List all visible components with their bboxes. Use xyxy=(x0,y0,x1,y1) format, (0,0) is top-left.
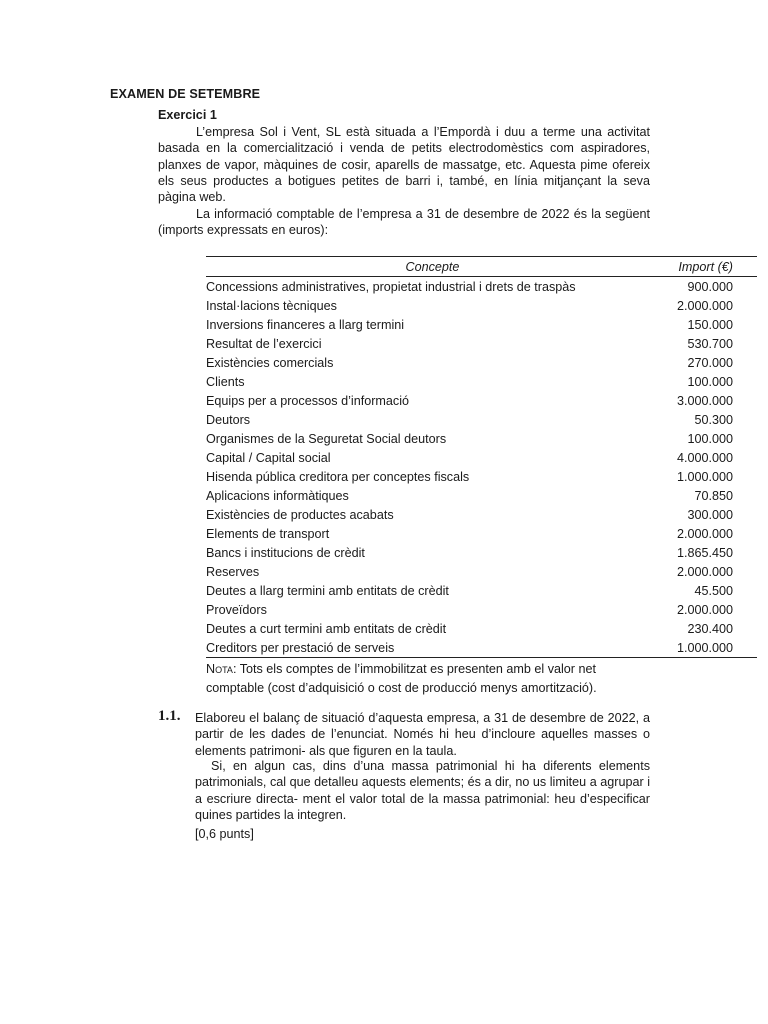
amount-cell: 4.000.000 xyxy=(676,450,733,465)
amount-cell: 2.000.000 xyxy=(676,298,733,313)
table-row xyxy=(206,543,757,562)
concept-cell: Equips per a processos d’informació xyxy=(206,393,410,408)
accounts-table xyxy=(206,256,757,658)
amount-cell: 45.500 xyxy=(694,583,733,598)
table-row xyxy=(206,581,757,600)
table-header-row xyxy=(206,257,757,277)
amount-cell: 3.000.000 xyxy=(676,393,733,408)
amount-cell: 70.850 xyxy=(694,488,733,503)
amount-cell: 230.400 xyxy=(687,621,733,636)
table-row xyxy=(206,391,757,410)
table-row xyxy=(206,524,757,543)
table-row xyxy=(206,315,757,334)
concept-cell: Elements de transport xyxy=(206,526,330,541)
accounts-table-container xyxy=(206,256,757,658)
table-row xyxy=(206,410,757,429)
amount-cell: 270.000 xyxy=(687,355,733,370)
concept-cell: Capital / Capital social xyxy=(206,450,331,465)
table-row xyxy=(206,353,757,372)
table-row xyxy=(206,467,757,486)
table-row xyxy=(206,638,757,658)
concept-cell: Existències comercials xyxy=(206,355,334,370)
concept-cell: Creditors per prestació de serveis xyxy=(206,638,659,658)
amount-cell: 1.000.000 xyxy=(676,469,733,484)
concept-cell: Concessions administratives, propietat industrial i drets de traspàs xyxy=(206,279,576,294)
table-row xyxy=(206,429,757,448)
question-paragraph-2: Si, en algun cas, dins d’una massa patrimonial hi ha diferents elements patrimonials, cal que detalleu aquests elements; és a dir, no us limiteu a agrupar i a escriure directa- ment el valor total de la massa patrimonial: heu d’especificar quines partides la integren. xyxy=(195,759,650,822)
concept-cell: Resultat de l’exercici xyxy=(206,336,322,351)
table-row xyxy=(206,334,757,353)
concept-cell: Existències de productes acabats xyxy=(206,507,394,522)
concept-cell: Organismes de la Seguretat Social deutors xyxy=(206,431,447,446)
amount-cell: 530.700 xyxy=(687,336,733,351)
concept-cell: Deutes a llarg termini amb entitats de crèdit xyxy=(206,583,449,598)
table-row xyxy=(206,448,757,467)
amount-cell: 2.000.000 xyxy=(676,602,733,617)
amount-cell: 100.000 xyxy=(687,374,733,389)
concept-cell: Reserves xyxy=(206,564,260,579)
amount-cell: 2.000.000 xyxy=(676,564,733,579)
note-text: : Tots els comptes de l’immobilitzat es presenten amb el valor net comptable (cost d’adquisició o cost de producció menys amortització). xyxy=(206,662,597,695)
question-points: [0,6 punts] xyxy=(195,827,254,841)
note-paragraph xyxy=(206,660,646,697)
concept-cell: Clients xyxy=(206,374,245,389)
concept-cell: Deutes a curt termini amb entitats de crèdit xyxy=(206,621,447,636)
table-row xyxy=(206,619,757,638)
question-number: 1.1. xyxy=(158,708,181,724)
concept-cell: Proveïdors xyxy=(206,602,267,617)
concept-cell: Deutors xyxy=(206,412,251,427)
table-row xyxy=(206,486,757,505)
table-row xyxy=(206,600,757,619)
amount-cell: 150.000 xyxy=(687,317,733,332)
note-label: Nota xyxy=(206,662,233,676)
amount-cell: 2.000.000 xyxy=(676,526,733,541)
table-row xyxy=(206,372,757,391)
exercise-heading: Exercici 1 xyxy=(158,108,217,122)
amount-cell: 900.000 xyxy=(687,279,733,294)
concept-cell: Instal·lacions tècniques xyxy=(206,298,337,313)
table-row xyxy=(206,277,757,297)
concept-cell: Aplicacions informàtiques xyxy=(206,488,349,503)
amount-cell: 100.000 xyxy=(687,431,733,446)
concept-cell: Bancs i institucions de crèdit xyxy=(206,545,365,560)
amount-cell: 1.865.450 xyxy=(676,545,733,560)
table-row xyxy=(206,562,757,581)
amount-cell: 50.300 xyxy=(694,412,733,427)
table-row xyxy=(206,505,757,524)
amount-column-header: Import (€) xyxy=(659,257,757,277)
amount-cell: 300.000 xyxy=(687,507,733,522)
amount-cell: 1.000.000 xyxy=(659,638,757,658)
concept-column-header: Concepte xyxy=(206,257,659,277)
table-body xyxy=(206,277,757,658)
concept-cell: Hisenda pública creditora per conceptes fiscals xyxy=(206,469,470,484)
info-paragraph: La informació comptable de l’empresa a 31 de desembre de 2022 és la següent (imports expressats en euros): xyxy=(158,207,650,238)
question-paragraph-1: Elaboreu el balanç de situació d’aquesta empresa, a 31 de desembre de 2022, a partir de les dades de l’enunciat. Només hi heu d’incloure aquelles masses o elements patrimoni- als que figuren en la taula. xyxy=(195,711,650,758)
concept-cell: Inversions financeres a llarg termini xyxy=(206,317,405,332)
intro-paragraph: L’empresa Sol i Vent, SL està situada a l’Empordà i duu a terme una activitat basada en la comercialització i venda de petits electrodomèstics com aspiradores, planxes de vapor, màquines de cosir, aparells de massatge, etc. Aquesta pime ofereix els seus productes a botigues petites de barri i, també, en línia mitjançant la seva pàgina web. xyxy=(158,125,650,205)
page-title: EXAMEN DE SETEMBRE xyxy=(110,87,261,101)
table-row xyxy=(206,296,757,315)
